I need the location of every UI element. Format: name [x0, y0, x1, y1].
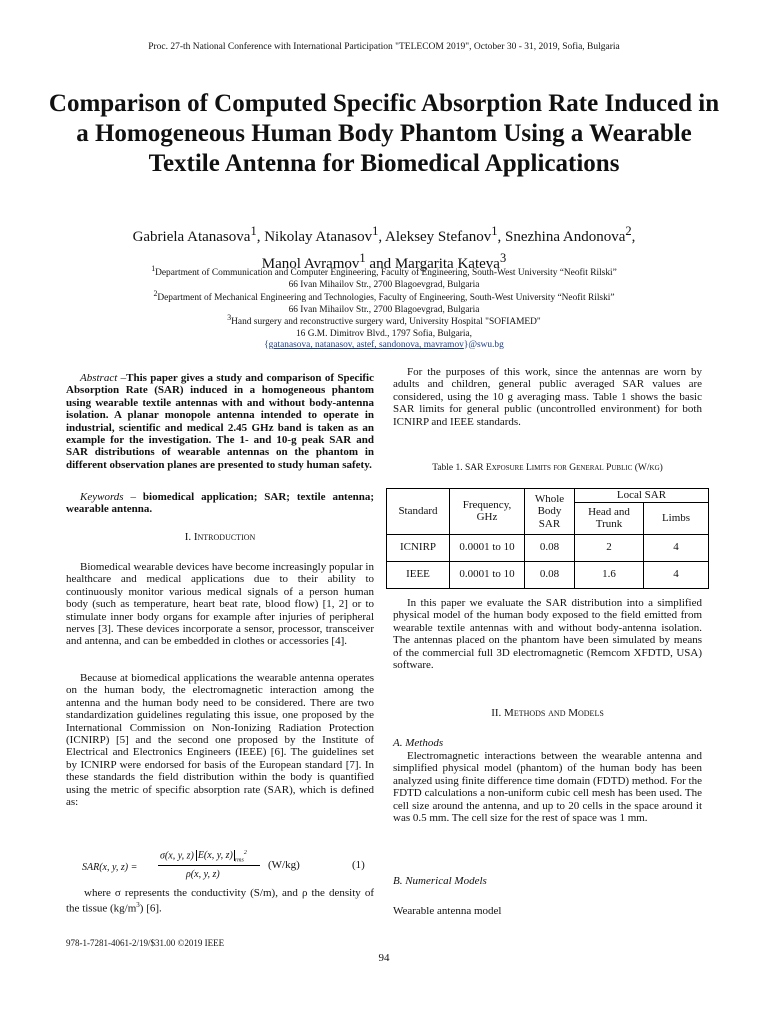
equation-explanation [66, 887, 374, 915]
equation-rms: rms [234, 857, 244, 864]
author-affil-mark: 3 [499, 251, 507, 265]
section-title: odels [578, 707, 604, 719]
cell-frequency: 0.0001 to 10 [450, 534, 525, 561]
author-affil-mark: 2 [625, 224, 632, 238]
affil-line: Department of Mechanical Engineering and Technologies, Faculty of Engineering, South-West University “Neofit Rilski” [157, 293, 615, 304]
numerical-text: Wearable antenna model [393, 905, 502, 917]
email-domain: }@swu.bg [463, 340, 504, 351]
where-text: where σ represents the conductivity (S/m), and ρ the density of the tissue (kg/m [66, 887, 374, 916]
author-name: Snezhina Andonova [505, 229, 626, 245]
caption-part: P [606, 463, 612, 473]
author-name: Gabriela Atanasova [132, 229, 251, 245]
paper-title: Comparison of Computed Specific Absorption Rate Induced in a Homogeneous Human Body Phantom Using a Wearable Textile Antenna for Biomedical Applications [48, 90, 720, 177]
equation-efield: E(x, y, z) [197, 850, 233, 862]
caption-part: Table 1. SAR E [432, 463, 492, 473]
section-title: ethods and [513, 707, 569, 719]
page-number: 94 [378, 952, 390, 964]
abstract-text: This paper gives a study and comparison of Specific Absorption Rate (SAR) induced in a homogeneous phantom using wearable textile antennas with and without body-antenna isolation. A planar monopole antenna intended to operate in industrial, scientific and medical 2.45 GHz band is taken as an example for the investigation. The 1- and 10-g peak SAR and SAR distributions of wearable antennas on the phantom in different observation planes are presented to study human safety. [66, 372, 374, 471]
affil-line: 16 G.M. Dimitrov Blvd., 1797 Sofia, Bulgaria, [295, 328, 473, 339]
affil-line: 66 Ivan Mihailov Str., 2700 Blagoevgrad, Bulgaria [288, 279, 480, 290]
conference-header: Proc. 27-th National Conference with International Participation "TELECOM 2019", October 30 - 31, 2019, Sofia, Bulgaria [148, 42, 620, 52]
email-line[interactable] [264, 340, 504, 350]
header-limbs: Limbs [644, 502, 709, 534]
cell-whole: 0.08 [525, 561, 575, 588]
subsection-heading-methods: A. Methods [393, 737, 444, 749]
sar-equation [82, 850, 374, 890]
equation-square: 2 [243, 850, 247, 856]
author-name: Aleksey Stefanov [385, 229, 492, 245]
abstract-label: Abstract [80, 372, 118, 384]
affil-line: Department of Communication and Computer Engineering, Faculty of Engineering, South-West University “Neofit Rilski” [155, 268, 617, 279]
section-heading-introduction [66, 531, 374, 543]
affil-mark: 3 [227, 313, 232, 322]
keywords-text: biomedical application; SAR; textile antenna; wearable antenna. [66, 491, 375, 516]
right-paragraph-1: For the purposes of this work, since the antennas are worn by adults and children, general public averaged SAR values are considered, using the 10 g averaging mass. Table 1 shows the basic SAR limits for general public (uncontrolled environment) for both ICNIRP and IEEE standards. [393, 366, 702, 428]
header-head-trunk: Head and Trunk [575, 502, 644, 534]
section-heading-methods [393, 707, 702, 719]
where-sup: 3 [136, 901, 140, 910]
sar-limits-table [386, 488, 709, 589]
copyright-footer: 978-1-7281-4061-2/19/$31.00 ©2019 IEEE [66, 938, 225, 948]
caption-part: ublic (W/kg) [611, 463, 663, 473]
keywords-dash: – [123, 491, 143, 503]
author-affil-mark: 1 [491, 224, 498, 238]
affil-mark: 1 [151, 264, 156, 273]
table-row [387, 534, 709, 561]
table-caption [393, 463, 702, 473]
section-title: ntroduction [197, 531, 256, 543]
cell-frequency: 0.0001 to 10 [450, 561, 525, 588]
cell-head: 1.6 [575, 561, 644, 588]
author-conjunction: and [369, 256, 392, 272]
equation-lhs: SAR(x, y, z) = [82, 862, 138, 873]
author-affil-mark: 1 [250, 224, 257, 238]
affiliation-1 [40, 263, 728, 291]
methods-paragraph: Electromagnetic interactions between the wearable antenna and simplified physical model (phantom) of the human body has been analyzed using finite difference time domain (FDTD) method. For the FDTD calculations a non-uniform cubic cell mesh has been used. The cell size around the antenna, and up to 20 cells in the space around it was 0.5 mm. The cell size for the rest of space was 1 mm. [393, 750, 702, 825]
equation-sigma: σ(x, y, z) [160, 850, 194, 862]
intro-paragraph-2: Because at biomedical applications the wearable antenna operates on the human body, the electromagnetic interaction among the antenna and the human body need to be considered. There are two standardization guidelines regulating this issue, one proposed by the International Commission on Non-Ionizing Radiation Protection (ICNIRP) [5] and the second one proposed by the Institute of Electrical and Electronics Engineers (IEEE) [6]. The guidelines set by ICNIRP were endorsed for basis of the European standard [7]. In these standards the field distribution within the body is quantified using the metric of specific absorption rate (SAR), which is defined as: [66, 672, 374, 809]
caption-part: L [525, 463, 532, 473]
cell-head: 2 [575, 534, 644, 561]
email-brace: { [264, 340, 269, 351]
cell-limbs: 4 [644, 561, 709, 588]
equation-denominator: ρ(x, y, z) [186, 869, 220, 880]
affil-mark: 2 [153, 289, 158, 298]
header-local-sar: Local SAR [575, 489, 709, 503]
abstract [66, 372, 374, 471]
section-title: M [568, 707, 578, 719]
email-link[interactable]: gatanasova, natanasov, astef, sandonova, mavramov [268, 340, 464, 351]
intro-paragraph-1: Biomedical wearable devices have become increasingly popular in healthcare and medical applications due to their ability to continuously monitor various medical signals of a person human body (such as temperature, heart beat rate, blood flow) [1, 2] or to stimulate inner body organs for example after injuries of peripheral nerves [3]. These devices incorporate a sensor, processor, transceiver and antenna, and can be embedded in clothes or accessories [4]. [66, 561, 374, 648]
author-name: Margarita Kateva [394, 256, 500, 272]
keywords-label: Keywords [80, 491, 124, 503]
affiliation-3 [40, 312, 728, 352]
cell-standard: IEEE [387, 561, 450, 588]
right-paragraph-2: In this paper we evaluate the SAR distribution into a simplified physical model of the human body exposed to the field emitted from wearable textile antennas with and without body-antenna isolation. The antennas placed on the phantom have been simulated by means of the commercial full 3D electromagnetic (Remcom XFDTD, USA) software. [393, 597, 702, 672]
affil-line: Hand surgery and reconstructive surgery ward, University Hospital "SOFIAMED" [231, 317, 541, 328]
author-affil-mark: 1 [359, 251, 366, 265]
table-row [387, 561, 709, 588]
cell-whole: 0.08 [525, 534, 575, 561]
equation-unit: (W/kg) [268, 859, 300, 871]
caption-part: xposure [491, 463, 526, 473]
subsection-heading-numerical: B. Numerical Models [393, 875, 487, 887]
author-name: Manol Avramov [261, 256, 360, 272]
cell-standard: ICNIRP [387, 534, 450, 561]
caption-part: G [569, 463, 577, 473]
affil-line: 66 Ivan Mihailov Str., 2700 Blagoevgrad, Bulgaria [288, 304, 480, 315]
keywords [66, 491, 374, 516]
fraction-bar [158, 865, 260, 866]
caption-part: imits for [531, 463, 570, 473]
header-whole-body: Whole Body SAR [525, 489, 575, 535]
section-number: I. I [184, 531, 198, 543]
equation-number: (1) [352, 859, 365, 871]
equation-numerator [160, 850, 247, 863]
abstract-dash: – [117, 372, 127, 384]
header-frequency: Frequency, GHz [450, 489, 525, 535]
section-number: II. M [491, 707, 514, 719]
caption-part: eneral [576, 463, 607, 473]
author-list: Gabriela Atanasova$^1$, Nikolay Atanasov$^1$, Aleksey Stefanov$^1$, Snezhina Andonova$^2$, Manol Avramov$^1$ and Margarita Kateva$^3$ [132, 224, 636, 272]
author-name: Nikolay Atanasov [264, 229, 373, 245]
author-affil-mark: 1 [372, 224, 379, 238]
cell-limbs: 4 [644, 534, 709, 561]
where-tail: ) [6]. [139, 903, 162, 916]
header-standard: Standard [387, 489, 450, 535]
